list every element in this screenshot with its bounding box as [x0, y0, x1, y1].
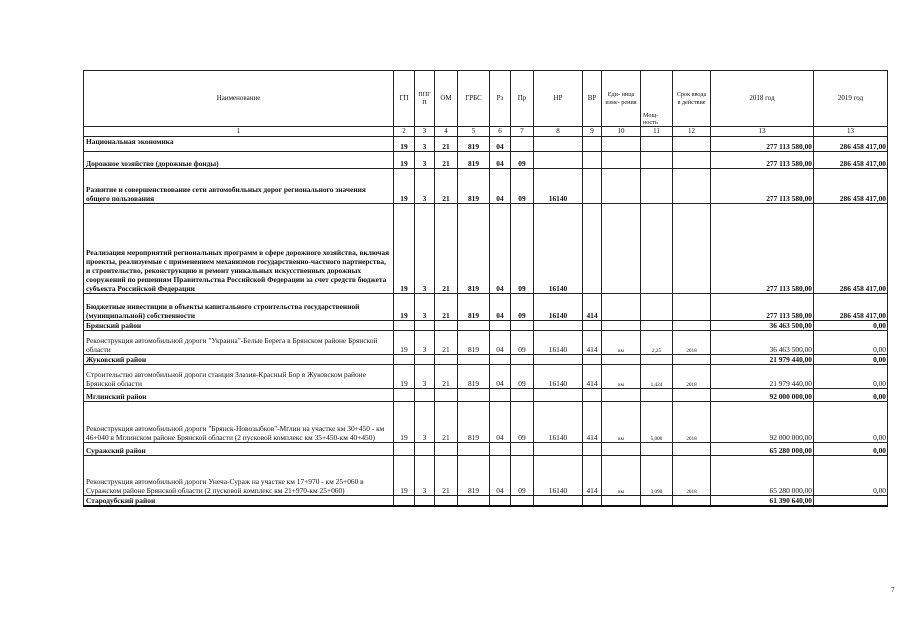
column-number-cell: 8 [534, 127, 583, 137]
cell-term [673, 204, 711, 294]
header-name: Наименование [84, 71, 394, 127]
cell-pr: 09 [511, 365, 534, 389]
cell-pr: 09 [511, 402, 534, 443]
cell-grbs: 819 [458, 402, 490, 443]
cell-power: 5,000 [641, 402, 673, 443]
cell-nr: 16140 [534, 169, 583, 204]
cell-term [673, 152, 711, 169]
cell-name: Национальная экономика [84, 137, 394, 152]
cell-nr: 16140 [534, 456, 583, 496]
cell-grbs [458, 443, 490, 456]
cell-y2019: 0,00 [814, 402, 888, 443]
cell-power [641, 294, 673, 321]
cell-ppgp: 3 [415, 137, 435, 152]
cell-rz [490, 389, 511, 402]
cell-ppgp: 3 [415, 169, 435, 204]
cell-pr [511, 355, 534, 365]
cell-rz: 04 [490, 137, 511, 152]
cell-unit: км [602, 402, 641, 443]
header-2019: 2019 год [814, 71, 888, 127]
table-row [84, 152, 888, 169]
cell-nr: 16140 [534, 402, 583, 443]
column-number-cell: 13 [711, 127, 814, 137]
cell-vr [583, 169, 602, 204]
cell-term [673, 169, 711, 204]
cell-power [641, 204, 673, 294]
cell-y2018: 65 280 000,00 [711, 443, 814, 456]
cell-nr [534, 389, 583, 402]
cell-pr [511, 321, 534, 331]
cell-power [641, 321, 673, 331]
column-number-cell: 12 [673, 127, 711, 137]
cell-y2018: 92 000 000,00 [711, 402, 814, 443]
cell-name: Стародубский район [84, 496, 394, 507]
cell-pr: 09 [511, 331, 534, 355]
cell-y2018: 277 113 580,00 [711, 204, 814, 294]
cell-ppgp [415, 443, 435, 456]
cell-rz: 04 [490, 152, 511, 169]
cell-name: Реализация мероприятий региональных программ в сфере дорожного хозяйства, включая проекты, реализуемые с применением механизмов государственно-частного партнерства, и строительство, реконструкцию и ремонт уникальных искусственных дорожных сооружений по решениям Правительства Российской Федерации за счет средств бюджета субъекта Российской Федерации [84, 204, 394, 294]
cell-gp [394, 321, 415, 331]
cell-unit [602, 169, 641, 204]
column-number-cell: 6 [490, 127, 511, 137]
cell-gp [394, 355, 415, 365]
cell-y2018: 21 979 440,00 [711, 355, 814, 365]
cell-unit: км [602, 365, 641, 389]
cell-vr [583, 389, 602, 402]
cell-vr [583, 355, 602, 365]
column-number-cell: 2 [394, 127, 415, 137]
cell-nr [534, 152, 583, 169]
cell-y2019: 0,00 [814, 355, 888, 365]
cell-grbs: 819 [458, 137, 490, 152]
cell-term [673, 389, 711, 402]
cell-name: Реконструкция автомобильной дороги "Украина"-Белые Берега в Брянском районе Брянской области [84, 331, 394, 355]
cell-gp [394, 496, 415, 507]
cell-unit [602, 294, 641, 321]
header-unit: Еди- ница изме- рения [602, 71, 641, 127]
cell-term: 2018 [673, 402, 711, 443]
cell-name: Жуковский район [84, 355, 394, 365]
cell-nr: 16140 [534, 204, 583, 294]
cell-power [641, 355, 673, 365]
table-row [84, 443, 888, 456]
cell-pr [511, 496, 534, 507]
header-power: Мощ- ность [641, 71, 673, 127]
cell-unit [602, 321, 641, 331]
cell-pr [511, 137, 534, 152]
cell-power: 1,424 [641, 365, 673, 389]
column-number-cell: 5 [458, 127, 490, 137]
cell-name: Дорожное хозяйство (дорожные фонды) [84, 152, 394, 169]
cell-pr: 09 [511, 169, 534, 204]
cell-y2018: 61 390 640,00 [711, 496, 814, 507]
column-number-cell: 3 [415, 127, 435, 137]
cell-om: 21 [435, 204, 458, 294]
column-number-cell: 13 [814, 127, 888, 137]
header-2018: 2018 год [711, 71, 814, 127]
column-number-cell: 10 [602, 127, 641, 137]
cell-rz [490, 443, 511, 456]
cell-nr [534, 321, 583, 331]
cell-y2019: 286 458 417,00 [814, 294, 888, 321]
cell-gp [394, 443, 415, 456]
header-ppgp: ППГ П [415, 71, 435, 127]
cell-y2018: 277 113 580,00 [711, 137, 814, 152]
cell-vr [583, 443, 602, 456]
cell-grbs [458, 355, 490, 365]
column-number-cell: 11 [641, 127, 673, 137]
cell-om: 21 [435, 402, 458, 443]
cell-power: 3,090 [641, 456, 673, 496]
header-vr: ВР [583, 71, 602, 127]
cell-unit [602, 204, 641, 294]
table-row [84, 169, 888, 204]
cell-gp: 19 [394, 137, 415, 152]
table-row [84, 204, 888, 294]
table-row [84, 321, 888, 331]
cell-name: Брянский район [84, 321, 394, 331]
header-term: Срок ввода в действие [673, 71, 711, 127]
cell-om: 21 [435, 137, 458, 152]
cell-grbs: 819 [458, 152, 490, 169]
cell-vr [583, 321, 602, 331]
cell-pr: 09 [511, 294, 534, 321]
cell-y2018: 92 000 000,00 [711, 389, 814, 402]
cell-gp: 19 [394, 169, 415, 204]
cell-power [641, 169, 673, 204]
cell-om [435, 321, 458, 331]
cell-nr: 16140 [534, 331, 583, 355]
cell-nr [534, 496, 583, 507]
cell-y2018: 277 113 580,00 [711, 152, 814, 169]
cell-y2019: 0,00 [814, 443, 888, 456]
cell-rz: 04 [490, 331, 511, 355]
cell-vr [583, 152, 602, 169]
column-numbers-row [84, 127, 888, 137]
cell-rz: 04 [490, 204, 511, 294]
cell-ppgp: 3 [415, 331, 435, 355]
cell-y2018: 36 463 500,00 [711, 331, 814, 355]
cell-om: 21 [435, 365, 458, 389]
cell-term [673, 496, 711, 507]
cell-grbs: 819 [458, 294, 490, 321]
cell-unit: км [602, 331, 641, 355]
cell-unit [602, 443, 641, 456]
table-row [84, 294, 888, 321]
cell-power [641, 152, 673, 169]
cell-gp [394, 389, 415, 402]
cell-vr: 414 [583, 331, 602, 355]
cell-y2018: 21 979 440,00 [711, 365, 814, 389]
cell-unit [602, 389, 641, 402]
cell-om [435, 355, 458, 365]
cell-ppgp [415, 355, 435, 365]
cell-term [673, 137, 711, 152]
cell-rz: 04 [490, 456, 511, 496]
cell-om: 21 [435, 294, 458, 321]
header-row [84, 71, 888, 127]
cell-gp: 19 [394, 204, 415, 294]
cell-y2019: 0,00 [814, 456, 888, 496]
cell-unit [602, 137, 641, 152]
cell-vr [583, 204, 602, 294]
cell-ppgp [415, 389, 435, 402]
cell-ppgp: 3 [415, 365, 435, 389]
cell-pr: 09 [511, 456, 534, 496]
cell-grbs [458, 389, 490, 402]
cell-grbs: 819 [458, 169, 490, 204]
cell-om: 21 [435, 456, 458, 496]
cell-y2019: 286 458 417,00 [814, 169, 888, 204]
cell-power [641, 496, 673, 507]
header-rz: Рз [490, 71, 511, 127]
header-grbs: ГРБС [458, 71, 490, 127]
cell-gp: 19 [394, 402, 415, 443]
cell-y2019: 286 458 417,00 [814, 204, 888, 294]
cell-term: 2018 [673, 456, 711, 496]
header-pr: Пр [511, 71, 534, 127]
cell-term: 2018 [673, 331, 711, 355]
cell-ppgp: 3 [415, 402, 435, 443]
cell-y2019: 0,00 [814, 389, 888, 402]
cell-vr: 414 [583, 456, 602, 496]
cell-ppgp [415, 496, 435, 507]
cell-rz: 04 [490, 365, 511, 389]
cell-gp: 19 [394, 365, 415, 389]
cell-y2019: 0,00 [814, 365, 888, 389]
cell-unit [602, 496, 641, 507]
cell-grbs: 819 [458, 331, 490, 355]
table-row [84, 355, 888, 365]
cell-om [435, 443, 458, 456]
cell-y2019: 286 458 417,00 [814, 152, 888, 169]
cell-y2019 [814, 496, 888, 507]
column-number-cell: 4 [435, 127, 458, 137]
cell-pr [511, 389, 534, 402]
cell-grbs: 819 [458, 204, 490, 294]
table-row [84, 365, 888, 389]
cell-power [641, 389, 673, 402]
cell-power: 2,25 [641, 331, 673, 355]
column-number-cell: 1 [84, 127, 394, 137]
column-number-cell: 7 [511, 127, 534, 137]
header-om: ОМ [435, 71, 458, 127]
cell-name: Суражский район [84, 443, 394, 456]
cell-om: 21 [435, 152, 458, 169]
cell-grbs [458, 496, 490, 507]
cell-unit [602, 355, 641, 365]
cell-name: Развитие и совершенствование сети автомобильных дорог регионального значения общего пользования [84, 169, 394, 204]
cell-om [435, 389, 458, 402]
header-gp: ГП [394, 71, 415, 127]
cell-om: 21 [435, 169, 458, 204]
cell-om: 21 [435, 331, 458, 355]
cell-ppgp: 3 [415, 456, 435, 496]
cell-name: Мглинский район [84, 389, 394, 402]
cell-y2019: 286 458 417,00 [814, 137, 888, 152]
table-row [84, 402, 888, 443]
column-number-cell: 9 [583, 127, 602, 137]
cell-rz [490, 321, 511, 331]
cell-term [673, 355, 711, 365]
budget-table [83, 70, 888, 507]
page-number: 7 [891, 586, 895, 594]
cell-rz: 04 [490, 169, 511, 204]
cell-term [673, 294, 711, 321]
cell-name: Реконструкция автомобильной дороги Унеча-Сураж на участке км 17+970 - км 25+060 в Суражском районе Брянской области (2 пусковой комплекс км 21+970-км 25+060) [84, 456, 394, 496]
table-row [84, 389, 888, 402]
cell-vr [583, 137, 602, 152]
cell-name: Реконструкция автомобильной дороги "Брянск-Новозыбков"-Мглин на участке км 30+450 - км 46+040 в Мглинском районе Брянской области (2 пусковой комплекс км 35+450-км 40+450) [84, 402, 394, 443]
cell-rz: 04 [490, 294, 511, 321]
cell-rz: 04 [490, 402, 511, 443]
cell-pr: 09 [511, 152, 534, 169]
cell-rz [490, 355, 511, 365]
table-row [84, 496, 888, 507]
cell-ppgp [415, 321, 435, 331]
cell-nr: 16140 [534, 294, 583, 321]
cell-nr [534, 443, 583, 456]
cell-vr: 414 [583, 402, 602, 443]
cell-ppgp: 3 [415, 152, 435, 169]
cell-grbs [458, 321, 490, 331]
cell-y2018: 277 113 580,00 [711, 169, 814, 204]
cell-vr: 414 [583, 365, 602, 389]
cell-grbs: 819 [458, 456, 490, 496]
cell-ppgp: 3 [415, 294, 435, 321]
cell-gp: 19 [394, 456, 415, 496]
cell-name: Строительство автомобильной дороги станция Злазия-Красный Бор в Жуковском районе Брянской области [84, 365, 394, 389]
cell-term [673, 321, 711, 331]
cell-nr [534, 355, 583, 365]
cell-vr: 414 [583, 294, 602, 321]
cell-power [641, 443, 673, 456]
cell-nr: 16140 [534, 365, 583, 389]
cell-rz [490, 496, 511, 507]
cell-pr: 09 [511, 204, 534, 294]
cell-y2018: 36 463 500,00 [711, 321, 814, 331]
table-row [84, 331, 888, 355]
cell-y2019: 0,00 [814, 321, 888, 331]
cell-vr [583, 496, 602, 507]
cell-y2018: 65 280 000,00 [711, 456, 814, 496]
cell-nr [534, 137, 583, 152]
cell-om [435, 496, 458, 507]
cell-y2019: 0,00 [814, 331, 888, 355]
cell-y2018: 277 113 580,00 [711, 294, 814, 321]
header-nr: НР [534, 71, 583, 127]
cell-unit [602, 152, 641, 169]
cell-unit: км [602, 456, 641, 496]
cell-gp: 19 [394, 331, 415, 355]
cell-grbs: 819 [458, 365, 490, 389]
cell-gp: 19 [394, 294, 415, 321]
cell-pr [511, 443, 534, 456]
table-row [84, 456, 888, 496]
table-row [84, 137, 888, 152]
cell-power [641, 137, 673, 152]
cell-gp: 19 [394, 152, 415, 169]
cell-term [673, 443, 711, 456]
cell-term: 2018 [673, 365, 711, 389]
cell-ppgp: 3 [415, 204, 435, 294]
cell-name: Бюджетные инвестиции в объекты капитального строительства государственной (муниципальной) собственности [84, 294, 394, 321]
